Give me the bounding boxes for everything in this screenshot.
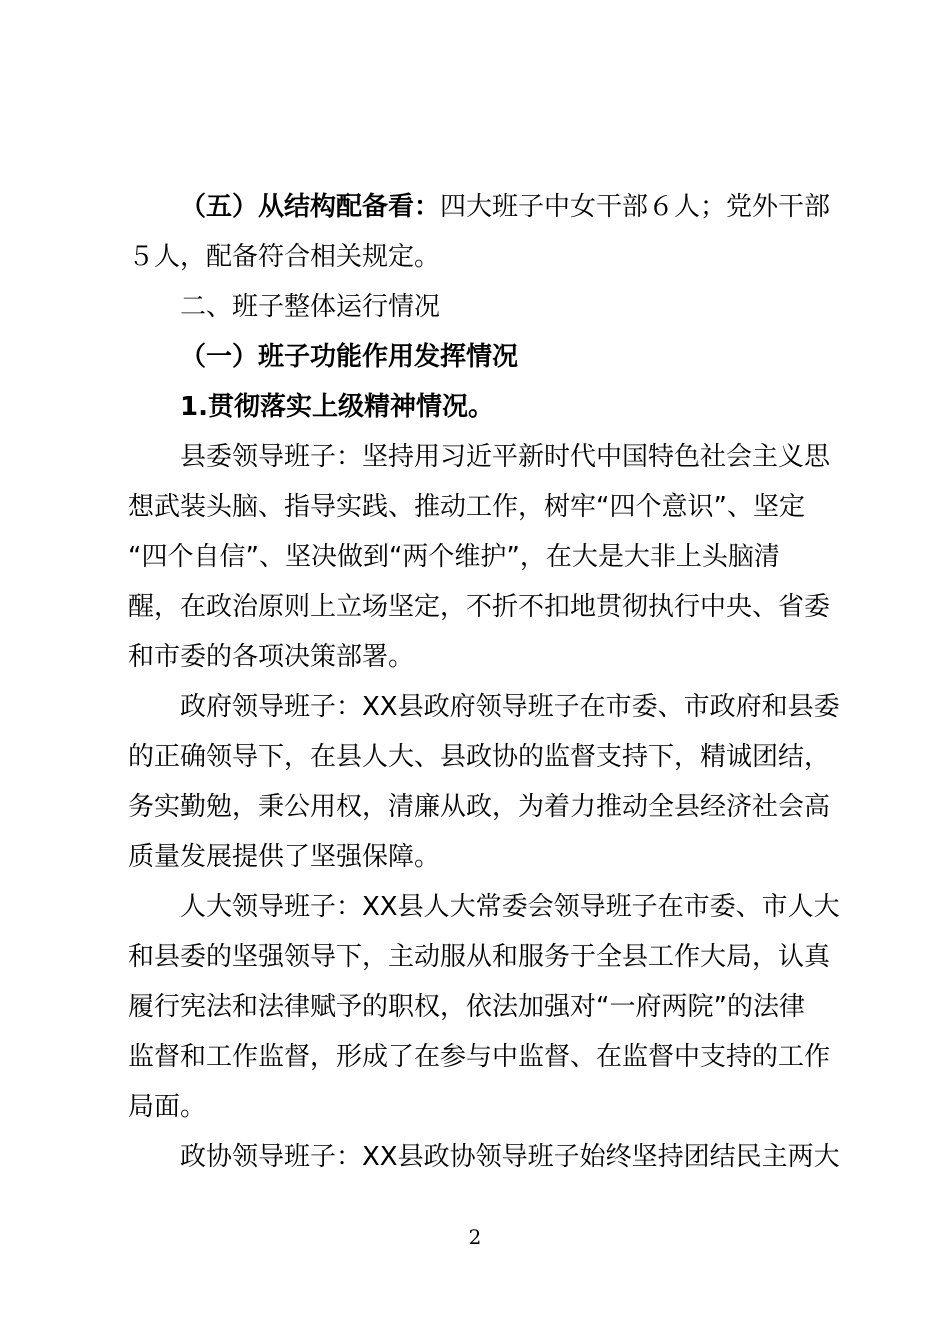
bold-heading: （五）从结构配备看： [180, 192, 441, 222]
paragraph-line: “四个自信”、坚决做到“两个维护”，在大是大非上头脑清 [128, 542, 780, 572]
paragraph-line [180, 182, 840, 232]
paragraph-line: 质量发展提供了坚强保障。 [128, 842, 441, 872]
paragraph-line: 县委领导班子：坚持用习近平新时代中国特色社会主义思 [180, 442, 831, 472]
paragraph-line: 和县委的坚强领导下，主动服从和服务于全县工作大局，认真 [128, 942, 831, 972]
paragraph-line: 局面。 [128, 1092, 207, 1122]
paragraph-line: 履行宪法和法律赋予的职权，依法加强对“一府两院”的法律 [128, 992, 805, 1022]
subsection-heading: （一）班子功能作用发挥情况 [180, 342, 519, 372]
paragraph-line: 和市委的各项决策部署。 [128, 642, 415, 672]
paragraph-line: 政府领导班子：XX县政府领导班子在市委、市政府和县委 [180, 692, 840, 722]
section-heading: 二、班子整体运行情况 [180, 292, 441, 322]
paragraph-line: 监督和工作监督，形成了在参与中监督、在监督中支持的工作 [128, 1042, 831, 1072]
paragraph-line: 醒，在政治原则上立场坚定，不折不扣地贯彻执行中央、省委 [128, 592, 831, 622]
paragraph-line: 政协领导班子：XX县政协领导班子始终坚持团结民主两大 [180, 1142, 840, 1172]
paragraph-line: 务实勤勉，秉公用权，清廉从政，为着力推动全县经济社会高 [128, 792, 831, 822]
paragraph-line: ５人，配备符合相关规定。 [128, 242, 441, 272]
paragraph-line: 的正确领导下，在县人大、县政协的监督支持下，精诚团结， [128, 742, 831, 772]
paragraph-line: 人大领导班子：XX县人大常委会领导班子在市委、市人大 [180, 892, 840, 922]
page-number: 2 [468, 1225, 482, 1249]
line-text: 四大班子中女干部６人；党外干部 [440, 192, 831, 222]
paragraph-line: 想武装头脑、指导实践、推动工作，树牢“四个意识”、坚定 [128, 492, 805, 522]
item-heading: 1.贯彻落实上级精神情况。 [180, 392, 494, 422]
